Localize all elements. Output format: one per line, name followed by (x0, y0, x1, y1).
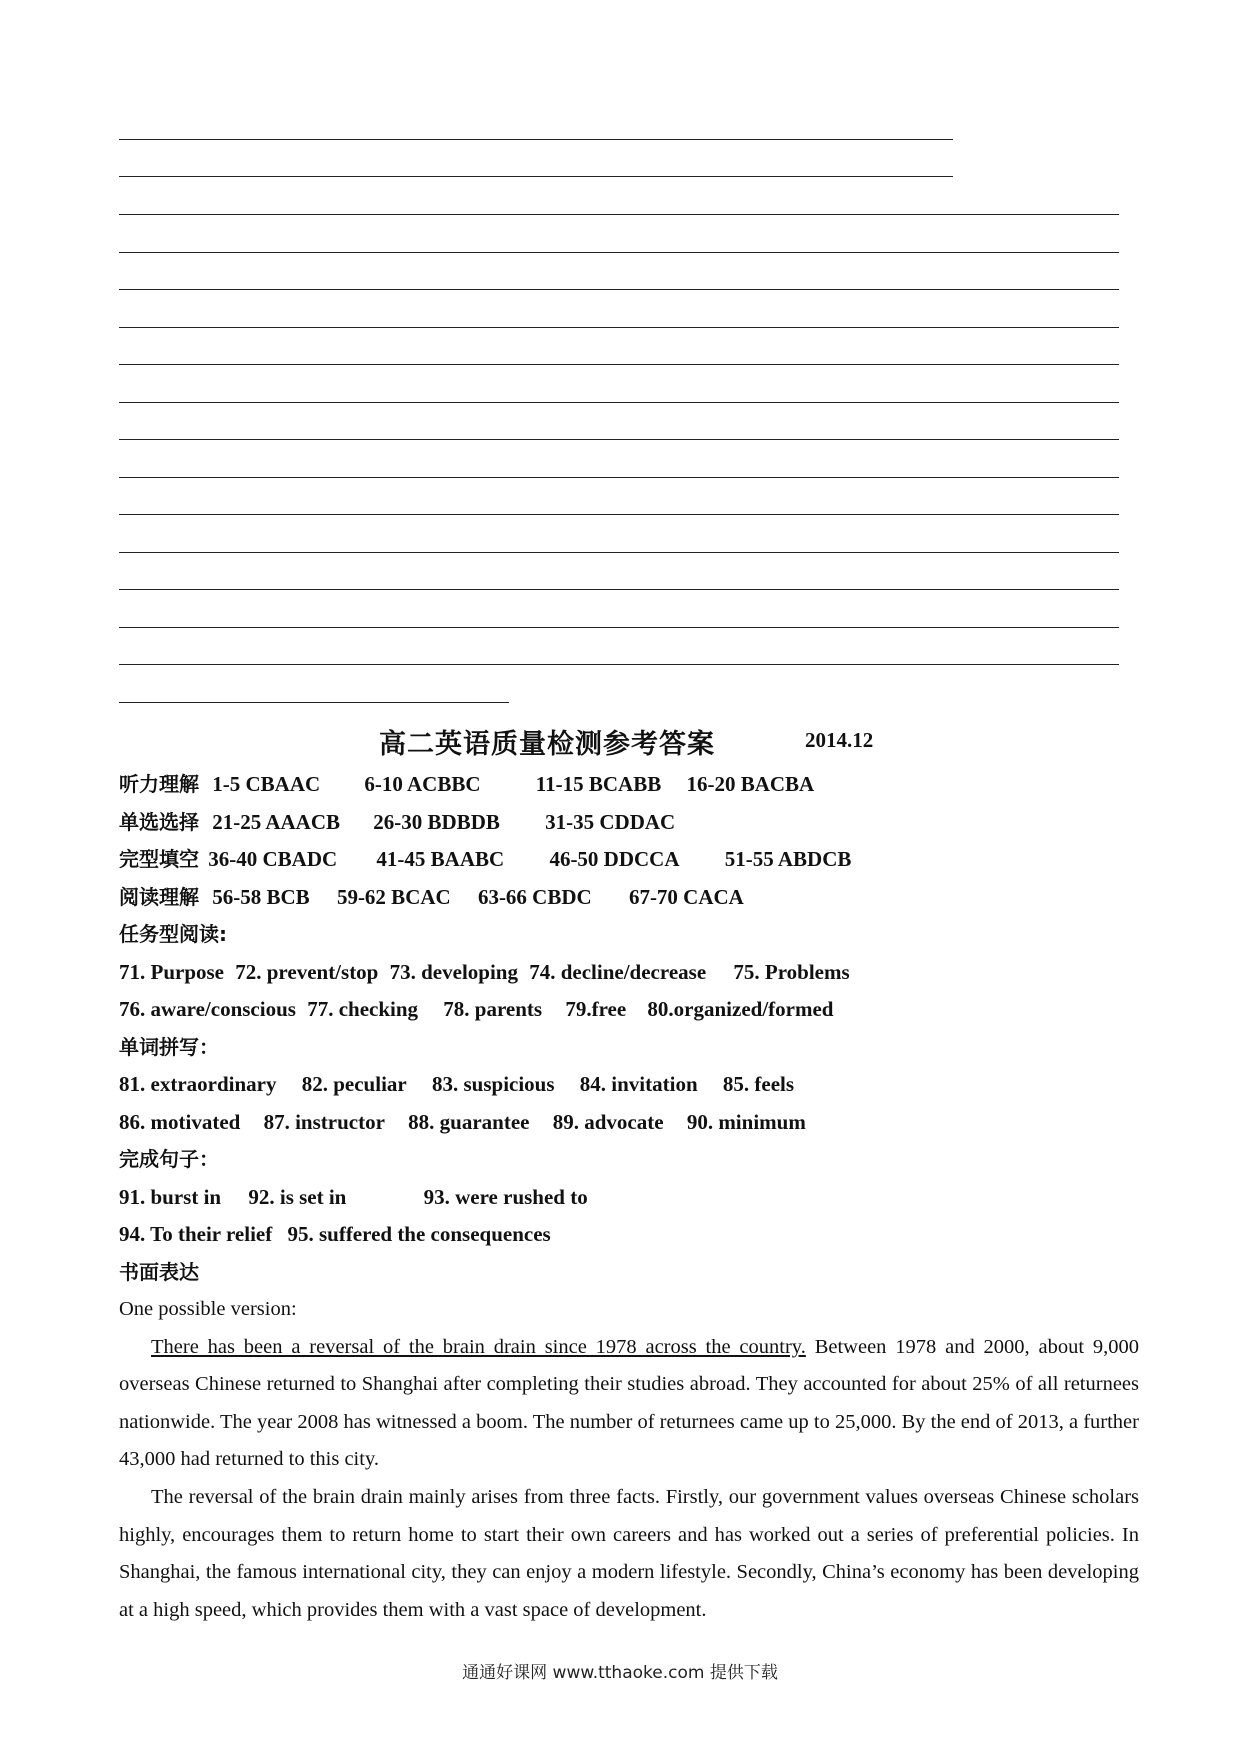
answer-item: 77. checking (307, 997, 419, 1021)
writing-line (119, 552, 1119, 553)
writing-line (119, 252, 1119, 253)
answer-item: 82. peculiar (301, 1072, 407, 1096)
answer-group: 63-66 CBDC (477, 884, 592, 909)
writing-line (119, 364, 1119, 365)
answer-row (119, 1104, 1139, 1142)
answer-item: 81. extraordinary (119, 1072, 277, 1096)
answer-item: 89. advocate (552, 1109, 664, 1134)
answer-key-header (119, 722, 1139, 766)
answer-row (119, 991, 1139, 1029)
section-heading-spelling: 单词拼写： (119, 1034, 219, 1059)
answer-row-reading (119, 879, 1139, 917)
answer-row (119, 954, 1139, 992)
answer-key (119, 722, 1139, 1629)
writing-line (119, 176, 953, 177)
essay-paragraph-text: Between 1978 and 2000, about 9,000 overseas Chinese returned to Shanghai after completing their studies abroad. They accounted for about 25% of all returnees nationwide. The year 2008 has witnessed a boom. The number of returnees came up to 25,000. By the end of 2013, a further 43,000 had returned to this city. (119, 1335, 1139, 1471)
writing-line (119, 514, 1119, 515)
answer-group: 67-70 CACA (628, 884, 744, 909)
answer-item: 75. Problems (733, 959, 850, 984)
answer-row (119, 1066, 1139, 1104)
section-label: 单选选择 (119, 809, 199, 834)
answer-group: 16-20 BACBA (686, 772, 815, 796)
answer-item: 91. burst in (119, 1184, 222, 1209)
answer-item: 76. aware/conscious (119, 997, 296, 1021)
exam-date: 2014.12 (805, 728, 874, 752)
writing-line (119, 327, 1119, 328)
answer-row (119, 1216, 1139, 1254)
writing-line (119, 477, 1119, 478)
writing-line (119, 702, 509, 703)
page-footer: 通通好课网 www.tthaoke.com 提供下载 (462, 1663, 778, 1683)
answer-row-listening (119, 766, 1139, 804)
writing-line (119, 439, 1119, 440)
answer-group: 41-45 BAABC (376, 847, 505, 871)
answer-item: 86. motivated (119, 1109, 241, 1134)
section-label: 完型填空 (119, 847, 199, 871)
answer-item: 87. instructor (263, 1109, 385, 1134)
writing-line (119, 627, 1119, 628)
essay-paragraph (119, 1329, 1139, 1479)
answer-group: 6-10 ACBBC (364, 772, 481, 796)
answer-item: 74. decline/decrease (529, 959, 707, 984)
answer-item: 72. prevent/stop (235, 959, 379, 984)
answer-item: 92. is set in (248, 1184, 347, 1209)
answer-item: 73. developing (389, 959, 518, 984)
answer-group: 56-58 BCB (212, 884, 310, 909)
answer-item: 93. were rushed to (423, 1184, 588, 1209)
answer-group: 21-25 AAACB (212, 809, 341, 834)
answer-group: 1-5 CBAAC (212, 772, 321, 796)
answer-row (119, 1179, 1139, 1217)
answer-group: 11-15 BCABB (535, 772, 662, 796)
writing-line (119, 214, 1119, 215)
essay (119, 1291, 1139, 1629)
answer-item: 85. feels (722, 1072, 795, 1096)
answer-item: 78. parents (443, 997, 543, 1021)
answer-item: 94. To their relief (119, 1222, 273, 1246)
section-label: 阅读理解 (119, 884, 199, 909)
answer-item: 95. suffered the consequences (287, 1222, 551, 1246)
essay-intro: One possible version: (119, 1298, 297, 1320)
answer-item: 71. Purpose (119, 959, 224, 984)
section-label: 听力理解 (119, 772, 199, 796)
writing-line (119, 589, 1119, 590)
answer-group: 51-55 ABDCB (724, 847, 852, 871)
writing-line (119, 289, 1119, 290)
section-heading-task-reading: 任务型阅读: (119, 922, 227, 946)
answer-item: 90. minimum (686, 1109, 806, 1134)
essay-paragraph: The reversal of the brain drain mainly arises from three facts. Firstly, our government values overseas Chinese scholars highly, encourages them to return home to start their own careers and has worked out a series of preferential policies. In Shanghai, the famous international city, they can enjoy a modern lifestyle. Secondly, China’s economy has been developing at a high speed, which provides them with a vast space of development. (119, 1485, 1139, 1621)
section-heading-writing: 书面表达 (119, 1259, 199, 1284)
page-title: 高二英语质量检测参考答案 (379, 729, 715, 760)
writing-line (119, 664, 1119, 665)
answer-row-single-choice (119, 804, 1139, 842)
section-heading-sentences: 完成句子： (119, 1147, 219, 1171)
answer-row-cloze (119, 841, 1139, 879)
writing-line (119, 402, 1119, 403)
answer-item: 88. guarantee (408, 1109, 530, 1134)
answer-item: 80.organized/formed (647, 997, 834, 1021)
answer-group: 36-40 CBADC (208, 847, 338, 871)
answer-group: 59-62 BCAC (336, 884, 451, 909)
answer-item: 83. suspicious (431, 1072, 555, 1096)
writing-line (119, 139, 953, 140)
answer-group: 46-50 DDCCA (549, 847, 680, 871)
essay-topic-sentence: There has been a reversal of the brain drain since 1978 across the country. (151, 1335, 806, 1358)
answer-group: 31-35 CDDAC (545, 809, 676, 834)
answer-item: 84. invitation (579, 1072, 698, 1096)
answer-item: 79.free (565, 997, 627, 1021)
answer-group: 26-30 BDBDB (373, 809, 500, 834)
